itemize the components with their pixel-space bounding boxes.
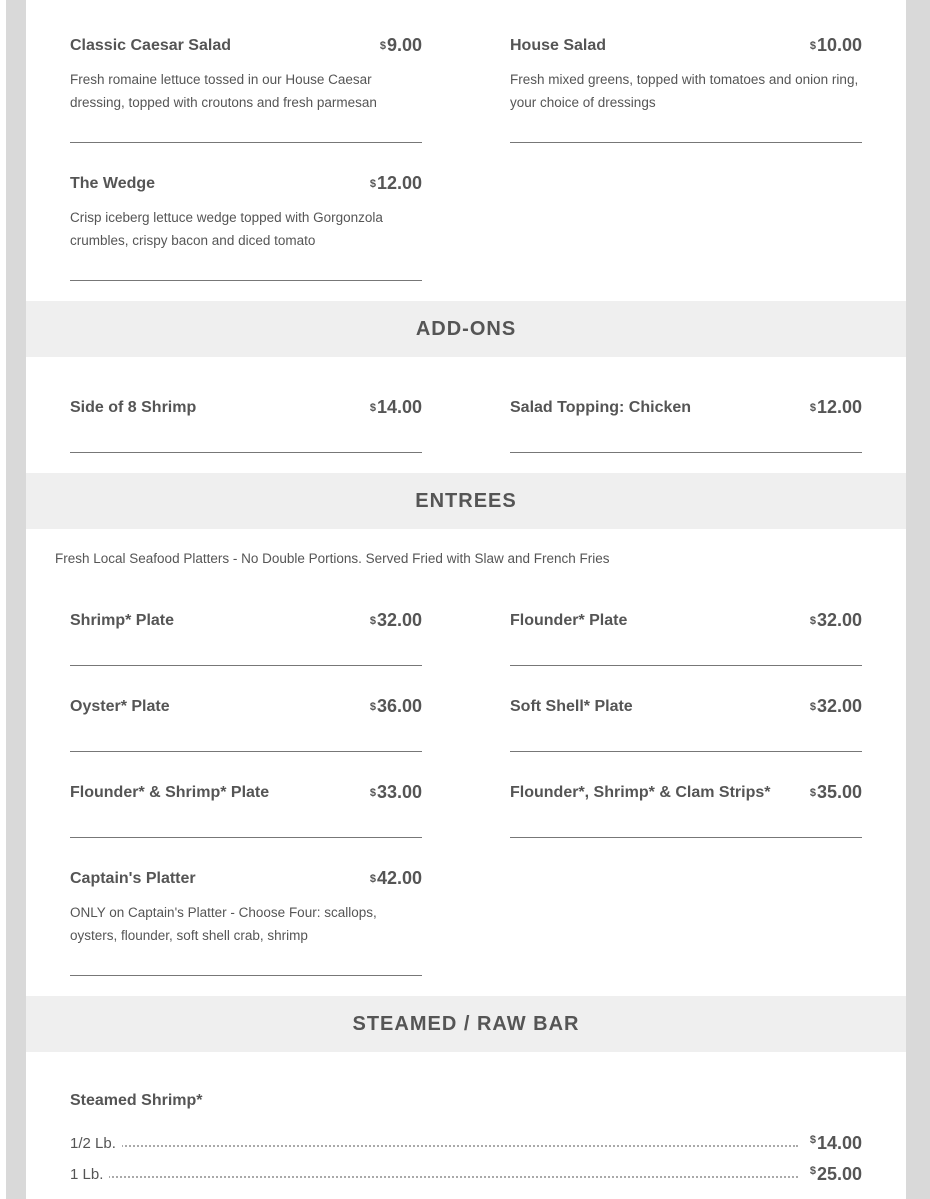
divider [70, 751, 422, 752]
divider [510, 837, 862, 838]
divider [70, 975, 422, 976]
size-price: $14.00 [809, 1133, 862, 1153]
section-header-addons: ADD-ONS [26, 301, 906, 357]
steamed-shrimp-title: Steamed Shrimp* [70, 1092, 203, 1109]
item-price: $14.00 [369, 397, 422, 417]
item-price: $33.00 [369, 782, 422, 802]
item-name: Flounder*, Shrimp* & Clam Strips* [510, 784, 771, 801]
item-name: Captain's Platter [70, 870, 196, 887]
item-price: $12.00 [809, 397, 862, 417]
size-price: $25.00 [809, 1164, 862, 1184]
item-name: Classic Caesar Salad [70, 37, 231, 54]
item-description: ONLY on Captain's Platter - Choose Four: scallops, oysters, flounder, soft shell crab, shrimp [70, 905, 377, 943]
entrees-note: Fresh Local Seafood Platters - No Double Portions. Served Fried with Slaw and French Fries [55, 551, 610, 566]
item-name: Flounder* Plate [510, 612, 628, 629]
section-header-steamed-raw-bar: STEAMED / RAW BAR [26, 996, 906, 1052]
price-row-half-lb [70, 1133, 862, 1157]
size-label: 1 Lb. [70, 1166, 109, 1183]
item-name: House Salad [510, 37, 607, 54]
item-name: Oyster* Plate [70, 698, 170, 715]
divider [510, 751, 862, 752]
dot-leader [118, 1145, 798, 1147]
page-margin-left [0, 0, 6, 1199]
item-name: Salad Topping: Chicken [510, 399, 692, 416]
item-price: $9.00 [379, 35, 422, 55]
divider [510, 665, 862, 666]
item-price: $42.00 [369, 868, 422, 888]
item-price: $35.00 [809, 782, 862, 802]
item-price: $12.00 [369, 173, 422, 193]
size-label: 1/2 Lb. [70, 1135, 122, 1152]
divider [510, 142, 862, 143]
item-price: $36.00 [369, 696, 422, 716]
section-header-entrees: ENTREES [26, 473, 906, 529]
item-name: Soft Shell* Plate [510, 698, 633, 715]
divider [70, 837, 422, 838]
item-description: Fresh mixed greens, topped with tomatoes and onion ring, your choice of dressings [510, 72, 859, 110]
item-price: $32.00 [809, 610, 862, 630]
item-price: $32.00 [809, 696, 862, 716]
divider [70, 280, 422, 281]
divider [70, 142, 422, 143]
item-name: The Wedge [70, 175, 156, 192]
item-description: Fresh romaine lettuce tossed in our House Caesar dressing, topped with croutons and fresh parmesan [70, 72, 377, 110]
divider [510, 452, 862, 453]
item-name: Shrimp* Plate [70, 612, 175, 629]
divider [70, 452, 422, 453]
menu-page [26, 0, 906, 1199]
item-price: $10.00 [809, 35, 862, 55]
item-name: Flounder* & Shrimp* Plate [70, 784, 270, 801]
item-name: Side of 8 Shrimp [70, 399, 197, 416]
divider [70, 665, 422, 666]
price-row-one-lb [70, 1164, 862, 1188]
dot-leader [108, 1176, 798, 1178]
item-price: $32.00 [369, 610, 422, 630]
item-description: Crisp iceberg lettuce wedge topped with Gorgonzola crumbles, crispy bacon and diced tomato [70, 210, 383, 248]
